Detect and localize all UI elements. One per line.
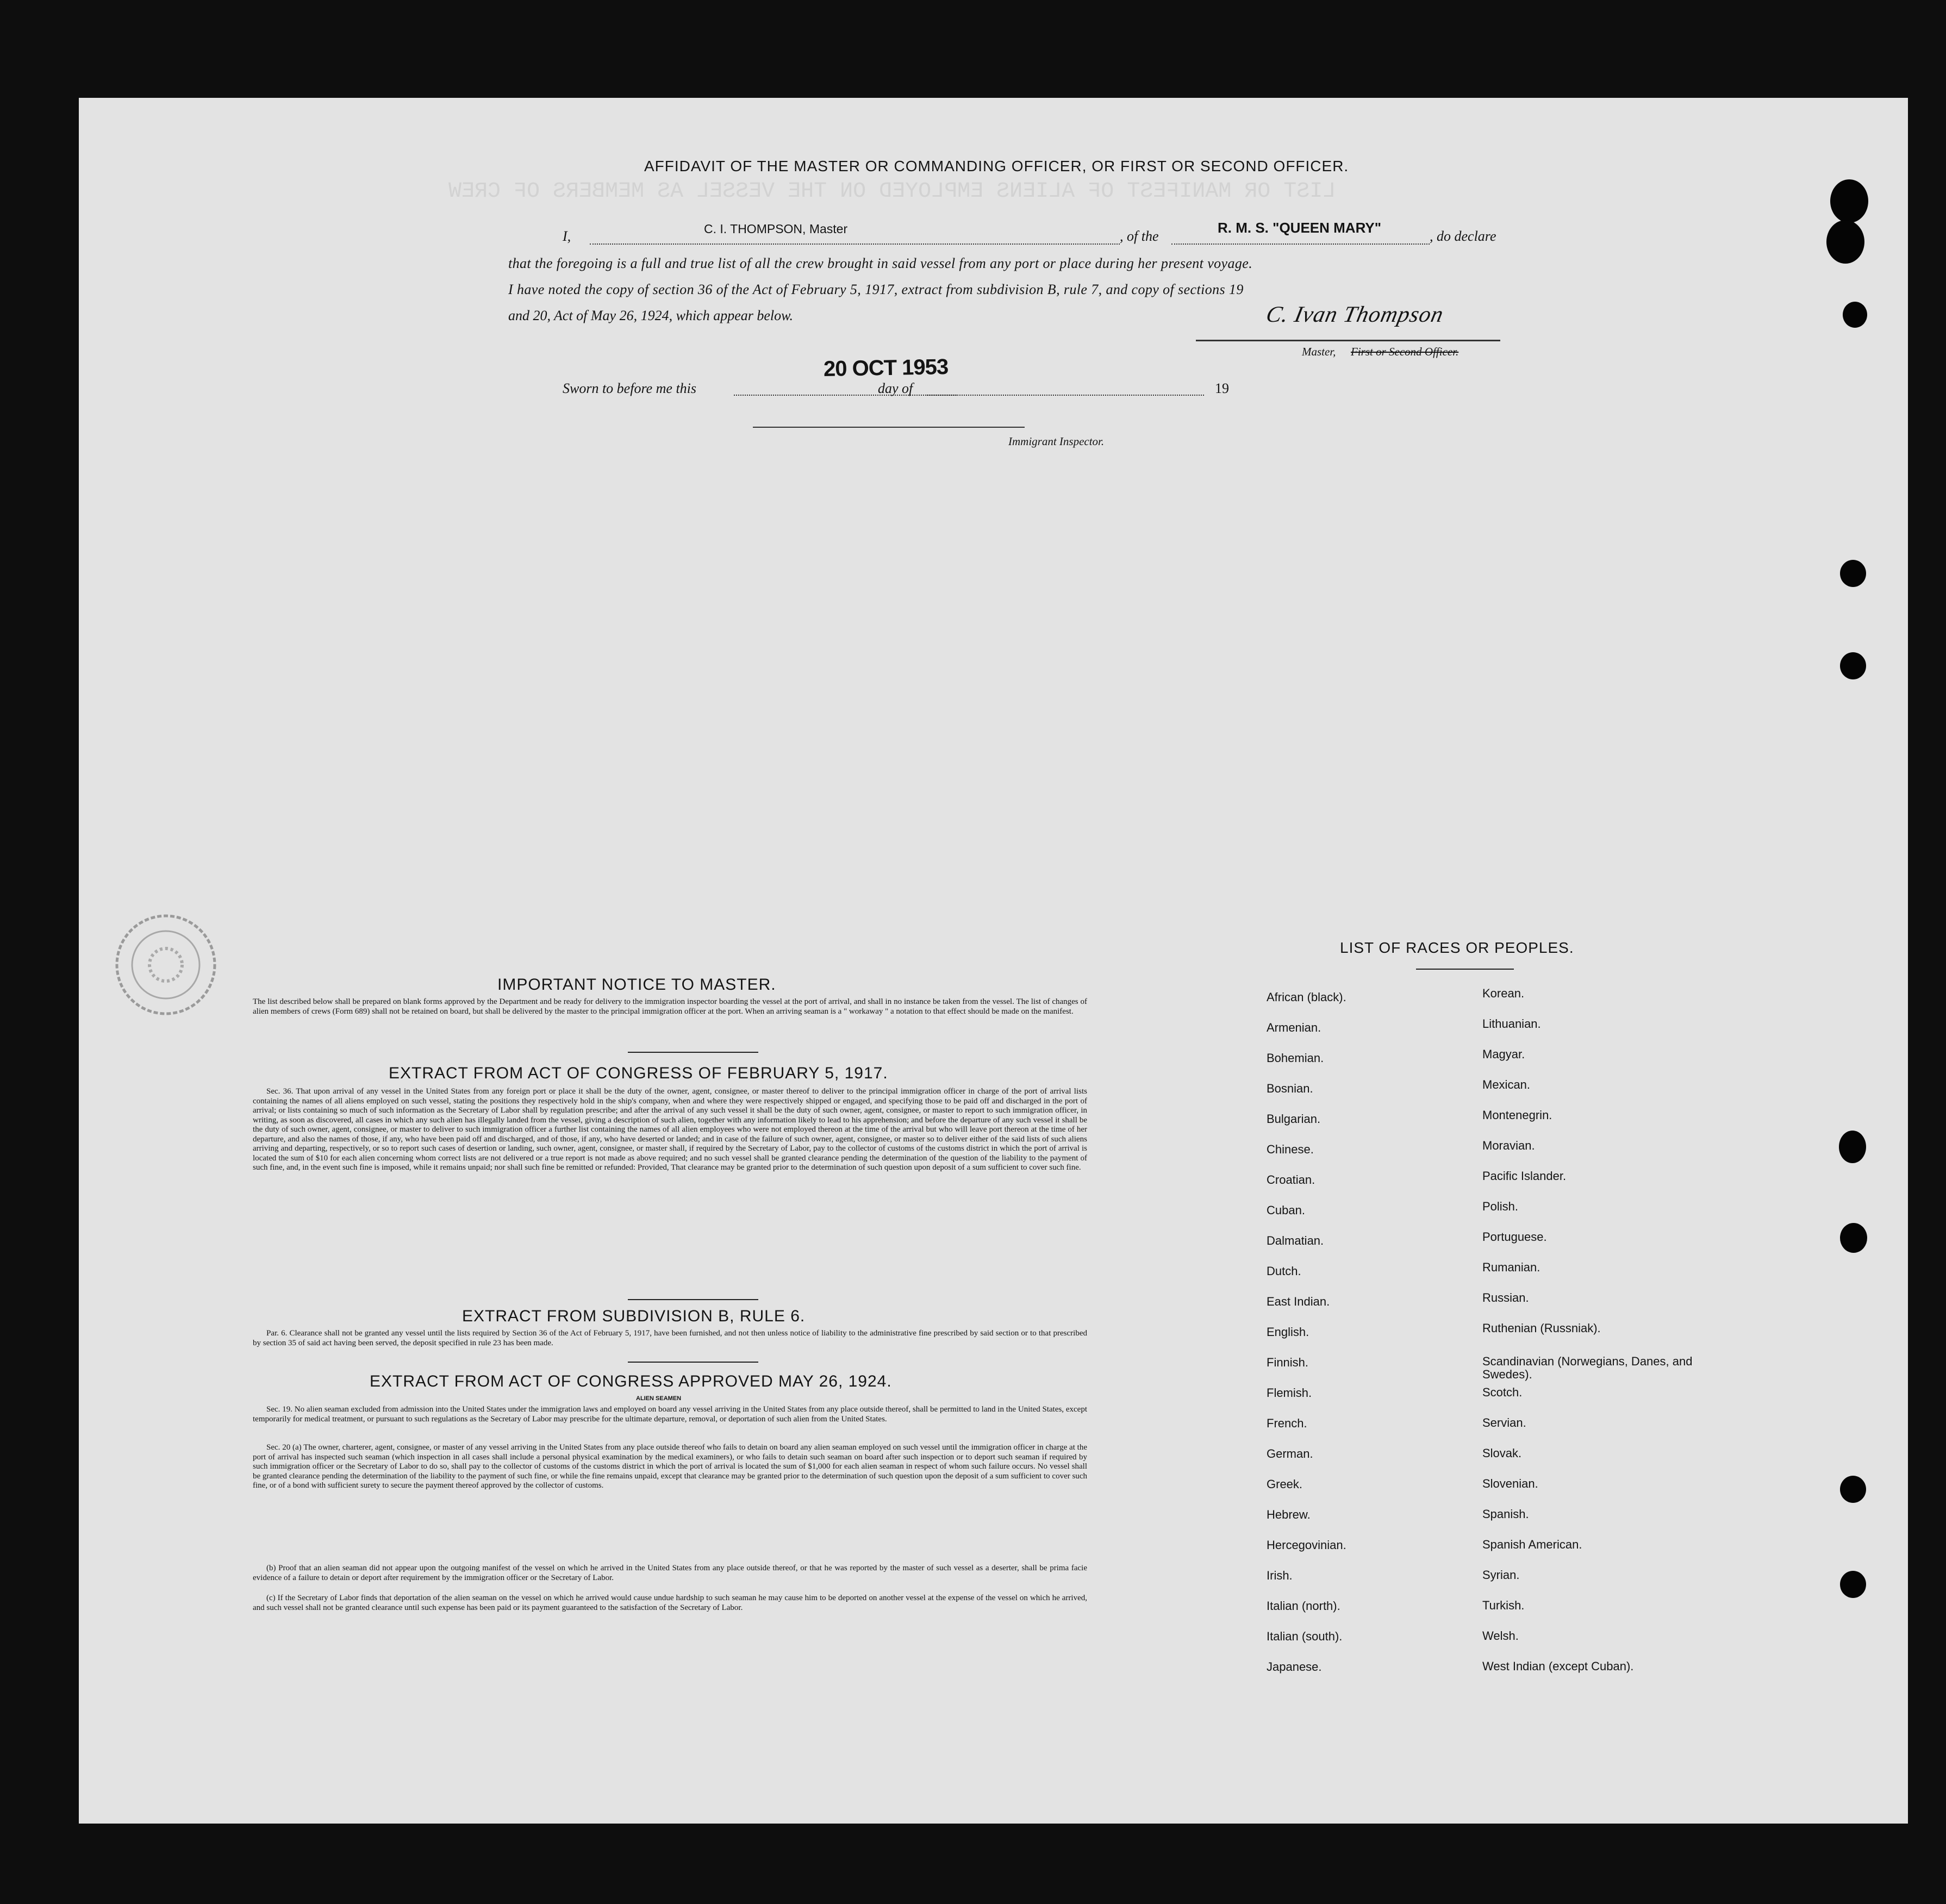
- race-item: Dalmatian.: [1267, 1234, 1324, 1247]
- affidavit-line-2: I have noted the copy of section 36 of the Act of February 5, 1917, extract from subdivision B, rule 7, and copy of sections 19: [508, 282, 1244, 297]
- race-item: Croatian.: [1267, 1173, 1315, 1187]
- race-item: Slovak.: [1482, 1446, 1522, 1460]
- punch-hole: [1840, 652, 1866, 679]
- race-item: Armenian.: [1267, 1021, 1321, 1034]
- day-of-label: day of: [878, 380, 913, 396]
- name-line: [590, 244, 1120, 245]
- race-item: Mexican.: [1482, 1078, 1531, 1091]
- i-label: I,: [563, 228, 571, 244]
- of-the-label: , of the: [1120, 228, 1159, 244]
- race-item: African (black).: [1267, 990, 1346, 1004]
- race-item: Italian (north).: [1267, 1599, 1340, 1613]
- extract-1917-rule: [628, 1299, 758, 1300]
- sec-20b-body: (b) Proof that an alien seaman did not appear upon the outgoing manifest of the vessel on which he arrived in the United States from any place outside thereof, or that he was reported by the master of such vessel as a deserter, shall be prima facie evidence of a failure to detain or deport after requirement by the immigration officer or the Secretary of Labor.: [253, 1564, 1087, 1582]
- official-seal: [111, 910, 220, 1019]
- race-item: Cuban.: [1267, 1203, 1305, 1217]
- race-item: Montenegrin.: [1482, 1108, 1552, 1122]
- race-item: Pacific Islander.: [1482, 1169, 1567, 1183]
- race-item: Servian.: [1482, 1416, 1526, 1429]
- alien-seamen-subtitle: ALIEN SEAMEN: [636, 1395, 682, 1402]
- race-item: Welsh.: [1482, 1629, 1519, 1643]
- immigrant-inspector-label: Immigrant Inspector.: [1008, 435, 1105, 448]
- punch-hole: [1843, 302, 1867, 328]
- race-item: Syrian.: [1482, 1568, 1520, 1582]
- subdivision-body: Par. 6. Clearance shall not be granted any vessel until the lists required by Section 36 of the Act of February 5, 1917, have been furnished, and not then unless notice of liability to the administrative fine prescribed by said section or to that prescribed by section 35 of said act having been served, the deposit specified in rule 23 has been made.: [253, 1329, 1087, 1347]
- race-item: Bohemian.: [1267, 1051, 1324, 1065]
- race-item: Dutch.: [1267, 1264, 1301, 1278]
- race-item: Lithuanian.: [1482, 1017, 1541, 1031]
- notice-title: IMPORTANT NOTICE TO MASTER.: [497, 976, 776, 994]
- race-item: Spanish American.: [1482, 1538, 1582, 1551]
- extract-1917-body: Sec. 36. That upon arrival of any vessel in the United States from any foreign port or place it shall be the duty of the owner, agent, consignee, or master thereof to deliver to the principal immigration officer in charge of the port of arrival lists containing the names of all aliens employed on such vessel, stating the positions they respectively hold in the ship's company, when and where they were respectively shipped or engaged, and specifying those to be paid off and discharged in the port of arrival; or lists containing so much of such information as the Secretary of Labor shall by regulation prescribe; and after the arrival of any such vessel it shall be the duty of such owner, agent, consignee, or master to report to such immigration officer, in writing, as soon as discovered, all cases in which any such alien has illegally landed from the vessel, giving a description of such alien, together with any information likely to lead to his apprehension; and before the departure of any such vessel it shall be the duty of such owner, agent, consignee, or master to deliver to such immigration officer a further list containing the names of all alien employees who were not employed thereon at the time of the arrival but who will leave port thereon at the time of her departure, and also the names of those, if any, who have been paid off and discharged, and of those, if any, who have deserted or landed; and in case of the failure of such owner, agent, consignee, or master so to deliver either of the said lists of such aliens arriving and departing, respectively, or so to report such cases of desertion or landing, such owner, agent, consignee, or master shall, if required by the Secretary of Labor, pay to the collector of customs of the customs district in which the port of arrival is located the sum of $10 for each alien concerning whom correct lists are not delivered or a true report is not made as above required; and no such vessel shall be granted clearance pending the determination of the question of the liability to the payment of such fine, and, in the event such fine is imposed, while it remains unpaid; nor shall such fine be remitted or refunded: Provided, That clearance may be granted prior to the determination of such question upon deposit of a sum sufficient to cover such fine.: [253, 1087, 1087, 1172]
- affidavit-line-3: and 20, Act of May 26, 1924, which appear below.: [508, 308, 794, 323]
- race-item: German.: [1267, 1447, 1313, 1460]
- year-prefix: 19: [1215, 380, 1229, 396]
- race-item: West Indian (except Cuban).: [1482, 1659, 1634, 1673]
- notice-rule: [628, 1052, 758, 1053]
- sec-20a-body: Sec. 20 (a) The owner, charterer, agent, consignee, or master of any vessel arriving in the United States from any place outside thereof who fails to detain on board any alien seaman employed on such vessel until the immigration officer in charge at the port of arrival has inspected such seaman (which inspection in all cases shall include a personal physical examination by the medical examiners), or who fails to detain such seaman on board after such inspection or to deport such seaman if required by such immigration officer or the Secretary of Labor to do so, shall pay to the collector of customs of the customs district in which the port of arrival is located the sum of $1,000 for each alien seaman in respect of whom such failure occurs. No vessel shall be granted clearance pending the determination of the liability to the payment of such fine, or while the fine remains unpaid, except that clearance may be granted prior to the determination of such question upon the deposit of a sum sufficient to cover such fine, or of a bond with sufficient surety to secure the payment thereof approved by the collector of customs.: [253, 1443, 1087, 1490]
- extract-1917-title: EXTRACT FROM ACT OF CONGRESS OF FEBRUARY 5, 1917.: [389, 1064, 888, 1082]
- race-item: East Indian.: [1267, 1295, 1330, 1308]
- races-title: LIST OF RACES OR PEOPLES.: [1340, 939, 1574, 956]
- race-item: English.: [1267, 1325, 1309, 1339]
- sworn-day-line: [734, 395, 957, 396]
- race-item: Bulgarian.: [1267, 1112, 1321, 1126]
- notice-body: The list described below shall be prepared on blank forms approved by the Department and be ready for delivery to the immigration inspector boarding the vessel at the port of arrival, and shall in no instance be taken from the vessel. The list of changes of alien members of crews (Form 689) shall not be retained on board, but shall be delivered by the master to the principal immigration officer at the port. When an arriving seaman is a " workaway " a notation to that effect should be made on the manifest.: [253, 997, 1087, 1016]
- do-declare-label: , do declare: [1430, 228, 1496, 244]
- struck-officer-label: First or Second Officer.: [1351, 345, 1459, 358]
- signature-line: [1196, 340, 1500, 341]
- race-item: Rumanian.: [1482, 1260, 1540, 1274]
- race-item: Slovenian.: [1482, 1477, 1538, 1490]
- race-item: Ruthenian (Russniak).: [1482, 1321, 1601, 1335]
- sec-19-body: Sec. 19. No alien seaman excluded from admission into the United States under the immigration laws and employed on board any vessel arriving in the United States from any place outside thereof, shall be permitted to land in the United States, except temporarily for medical treatment, or pursuant to such regulations as the Secretary of Labor may prescribe for the ultimate departure, removal, or deportation of such alien from the United States.: [253, 1405, 1087, 1424]
- race-item: Scotch.: [1482, 1385, 1523, 1399]
- affidavit-title: AFFIDAVIT OF THE MASTER OR COMMANDING OFFICER, OR FIRST OR SECOND OFFICER.: [644, 158, 1349, 174]
- race-item: Japanese.: [1267, 1660, 1322, 1674]
- master-signature: C. Ivan Thompson: [1264, 302, 1446, 327]
- punch-hole: [1840, 560, 1866, 587]
- bleed-through-text: LIST OR MANIFEST OF ALIENS EMPLOYED ON THE VESSEL AS MEMBERS OF CREW: [448, 179, 1336, 204]
- punch-hole: [1839, 1131, 1866, 1163]
- affidavit-line-1: that the foregoing is a full and true list of all the crew brought in said vessel from any port or place during her present voyage.: [508, 255, 1253, 271]
- document-page: [79, 98, 1908, 1824]
- race-item: Hercegovinian.: [1267, 1538, 1346, 1552]
- race-item: Irish.: [1267, 1569, 1293, 1582]
- race-item: Italian (south).: [1267, 1630, 1343, 1643]
- race-item: Finnish.: [1267, 1356, 1309, 1369]
- master-name-filled: C. I. THOMPSON, Master: [704, 222, 848, 236]
- races-column-2: [1482, 987, 1700, 1690]
- race-item: Chinese.: [1267, 1143, 1314, 1156]
- sworn-month-line: [927, 395, 1204, 396]
- race-item: Magyar.: [1482, 1047, 1525, 1061]
- punch-hole: [1840, 1571, 1866, 1598]
- sec-20c-body: (c) If the Secretary of Labor finds that deportation of the alien seaman on the vessel on which he arrived would cause undue hardship to such seaman he may cause him to be deported on another vessel at the expense of the vessel on which he arrived, and such vessel shall not be granted clearance until such expense has been paid or its payment guaranteed to the satisfaction of the Secretary of Labor.: [253, 1594, 1087, 1612]
- punch-hole: [1830, 179, 1868, 223]
- races-rule: [1416, 969, 1514, 970]
- race-item: French.: [1267, 1416, 1307, 1430]
- sworn-label: Sworn to before me this: [563, 380, 697, 396]
- subdivision-rule: [628, 1362, 758, 1363]
- race-item: Scandinavian (Norwegians, Danes, and Swedes).: [1482, 1354, 1693, 1381]
- race-item: Turkish.: [1482, 1599, 1525, 1612]
- race-item: Hebrew.: [1267, 1508, 1311, 1521]
- vessel-line: [1171, 244, 1430, 245]
- date-stamp: 20 OCT 1953: [823, 355, 949, 381]
- punch-hole: [1826, 220, 1864, 264]
- race-item: Korean.: [1482, 987, 1525, 1000]
- race-item: Moravian.: [1482, 1139, 1535, 1152]
- vessel-name-filled: R. M. S. "QUEEN MARY": [1218, 220, 1382, 236]
- extract-1924-title: EXTRACT FROM ACT OF CONGRESS APPROVED MAY 26, 1924.: [370, 1372, 892, 1390]
- race-item: Bosnian.: [1267, 1082, 1313, 1095]
- punch-hole: [1840, 1223, 1867, 1253]
- races-column-1: [1267, 990, 1500, 1690]
- punch-hole: [1840, 1476, 1866, 1503]
- race-item: Polish.: [1482, 1200, 1519, 1213]
- race-item: Flemish.: [1267, 1386, 1312, 1400]
- inspector-signature-line: [753, 427, 1025, 428]
- race-item: Portuguese.: [1482, 1230, 1547, 1244]
- subdivision-title: EXTRACT FROM SUBDIVISION B, RULE 6.: [462, 1307, 806, 1325]
- race-item: Spanish.: [1482, 1507, 1529, 1521]
- race-item: Greek.: [1267, 1477, 1303, 1491]
- race-item: Russian.: [1482, 1291, 1529, 1304]
- master-label: Master,: [1302, 345, 1336, 358]
